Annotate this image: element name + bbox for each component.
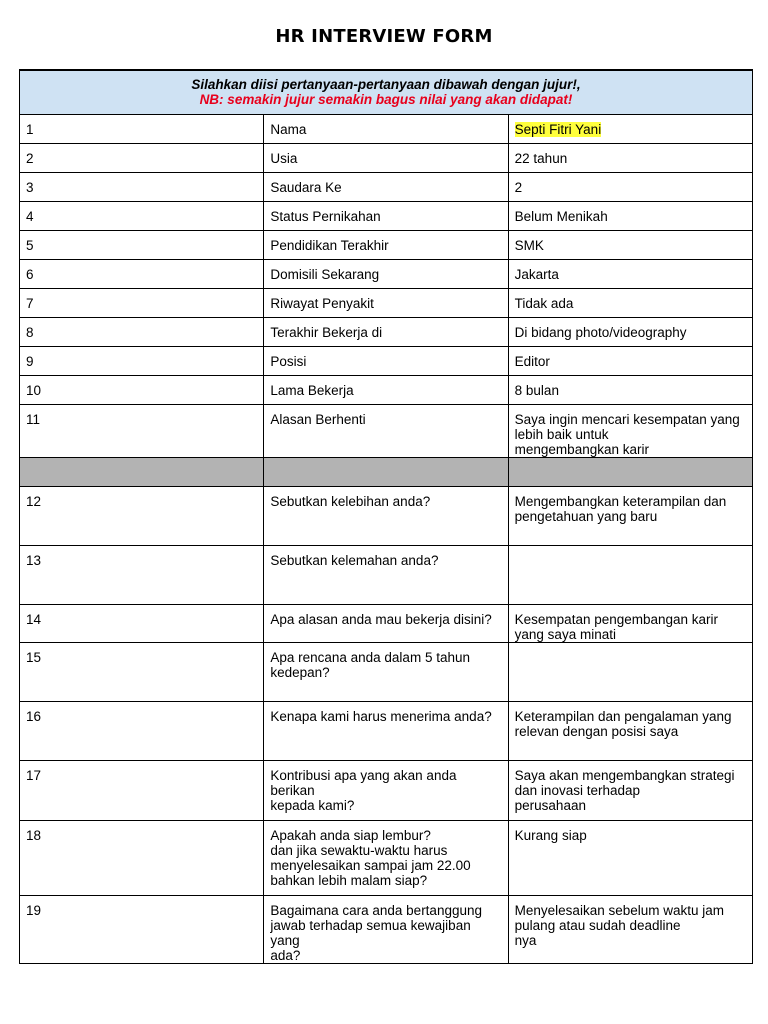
table-row — [20, 604, 753, 642]
row-answer: Di bidang photo/videography — [508, 317, 752, 346]
table-row — [20, 317, 753, 346]
row-question: Apakah anda siap lembur? dan jika sewaktu-waktu harus menyelesaikan sampai jam 22.00 bahkan lebih malam siap? — [264, 820, 508, 895]
table-row — [20, 895, 753, 963]
row-number: 6 — [20, 259, 264, 288]
row-number: 14 — [20, 604, 264, 642]
row-answer: Menyelesaikan sebelum waktu jam pulang atau sudah deadline nya — [508, 895, 752, 963]
row-answer: 2 — [508, 172, 752, 201]
row-number: 8 — [20, 317, 264, 346]
answer-highlight: Septi Fitri Yani — [514, 121, 602, 137]
row-answer: Kesempatan pengembangan karir yang saya minati — [508, 604, 752, 642]
row-answer: Belum Menikah — [508, 201, 752, 230]
table-row — [20, 201, 753, 230]
row-question: Sebutkan kelebihan anda? — [264, 486, 508, 545]
row-question: Nama — [264, 114, 508, 143]
row-question: Kenapa kami harus menerima anda? — [264, 701, 508, 760]
table-row — [20, 172, 753, 201]
row-question: Status Pernikahan — [264, 201, 508, 230]
row-question: Apa rencana anda dalam 5 tahun kedepan? — [264, 642, 508, 701]
interview-table — [19, 69, 753, 964]
row-number: 19 — [20, 895, 264, 963]
row-answer: Tidak ada — [508, 288, 752, 317]
row-question: Posisi — [264, 346, 508, 375]
instruction-row — [20, 70, 753, 114]
row-answer: Saya akan mengembangkan strategi dan inovasi terhadap perusahaan — [508, 760, 752, 820]
row-number: 17 — [20, 760, 264, 820]
row-answer: Editor — [508, 346, 752, 375]
row-question: Saudara Ke — [264, 172, 508, 201]
row-number: 12 — [20, 486, 264, 545]
row-question: Pendidikan Terakhir — [264, 230, 508, 259]
row-question: Kontribusi apa yang akan anda berikan kepada kami? — [264, 760, 508, 820]
row-question: Domisili Sekarang — [264, 259, 508, 288]
table-row — [20, 114, 753, 143]
row-number: 4 — [20, 201, 264, 230]
separator-cell — [264, 457, 508, 486]
table-row — [20, 143, 753, 172]
table-row — [20, 404, 753, 457]
row-number: 13 — [20, 545, 264, 604]
row-question: Bagaimana cara anda bertanggung jawab terhadap semua kewajiban yang ada? — [264, 895, 508, 963]
row-answer: 8 bulan — [508, 375, 752, 404]
row-question: Usia — [264, 143, 508, 172]
table-row — [20, 642, 753, 701]
table-row — [20, 230, 753, 259]
table-row — [20, 486, 753, 545]
instruction-text: Silahkan diisi pertanyaan-pertanyaan dibawah dengan jujur!, — [191, 77, 581, 93]
row-number: 16 — [20, 701, 264, 760]
row-number: 15 — [20, 642, 264, 701]
separator-cell — [20, 457, 264, 486]
instruction-note: NB: semakin jujur semakin bagus nilai yang akan didapat! — [199, 92, 573, 108]
row-number: 11 — [20, 404, 264, 457]
row-number: 3 — [20, 172, 264, 201]
table-row — [20, 259, 753, 288]
row-answer: Keterampilan dan pengalaman yang relevan dengan posisi saya — [508, 701, 752, 760]
row-number: 18 — [20, 820, 264, 895]
row-answer — [508, 114, 752, 143]
row-number: 7 — [20, 288, 264, 317]
table-row — [20, 288, 753, 317]
row-answer — [508, 545, 752, 604]
row-answer: Saya ingin mencari kesempatan yang lebih baik untuk mengembangkan karir — [508, 404, 752, 457]
row-number: 5 — [20, 230, 264, 259]
table-row — [20, 760, 753, 820]
instruction-cell — [20, 70, 753, 114]
table-row — [20, 375, 753, 404]
row-question: Sebutkan kelemahan anda? — [264, 545, 508, 604]
row-number: 10 — [20, 375, 264, 404]
table-row — [20, 701, 753, 760]
row-answer: Kurang siap — [508, 820, 752, 895]
row-number: 1 — [20, 114, 264, 143]
row-number: 9 — [20, 346, 264, 375]
row-question: Apa alasan anda mau bekerja disini? — [264, 604, 508, 642]
row-answer — [508, 642, 752, 701]
form-title: HR INTERVIEW FORM — [275, 26, 493, 47]
table-row — [20, 820, 753, 895]
row-question: Riwayat Penyakit — [264, 288, 508, 317]
row-number: 2 — [20, 143, 264, 172]
row-question: Terakhir Bekerja di — [264, 317, 508, 346]
row-question: Lama Bekerja — [264, 375, 508, 404]
row-answer: 22 tahun — [508, 143, 752, 172]
row-answer: Jakarta — [508, 259, 752, 288]
row-question: Alasan Berhenti — [264, 404, 508, 457]
separator-cell — [508, 457, 752, 486]
table-row — [20, 545, 753, 604]
separator-row — [20, 457, 753, 486]
row-answer: Mengembangkan keterampilan dan pengetahuan yang baru — [508, 486, 752, 545]
table-row — [20, 346, 753, 375]
row-answer: SMK — [508, 230, 752, 259]
